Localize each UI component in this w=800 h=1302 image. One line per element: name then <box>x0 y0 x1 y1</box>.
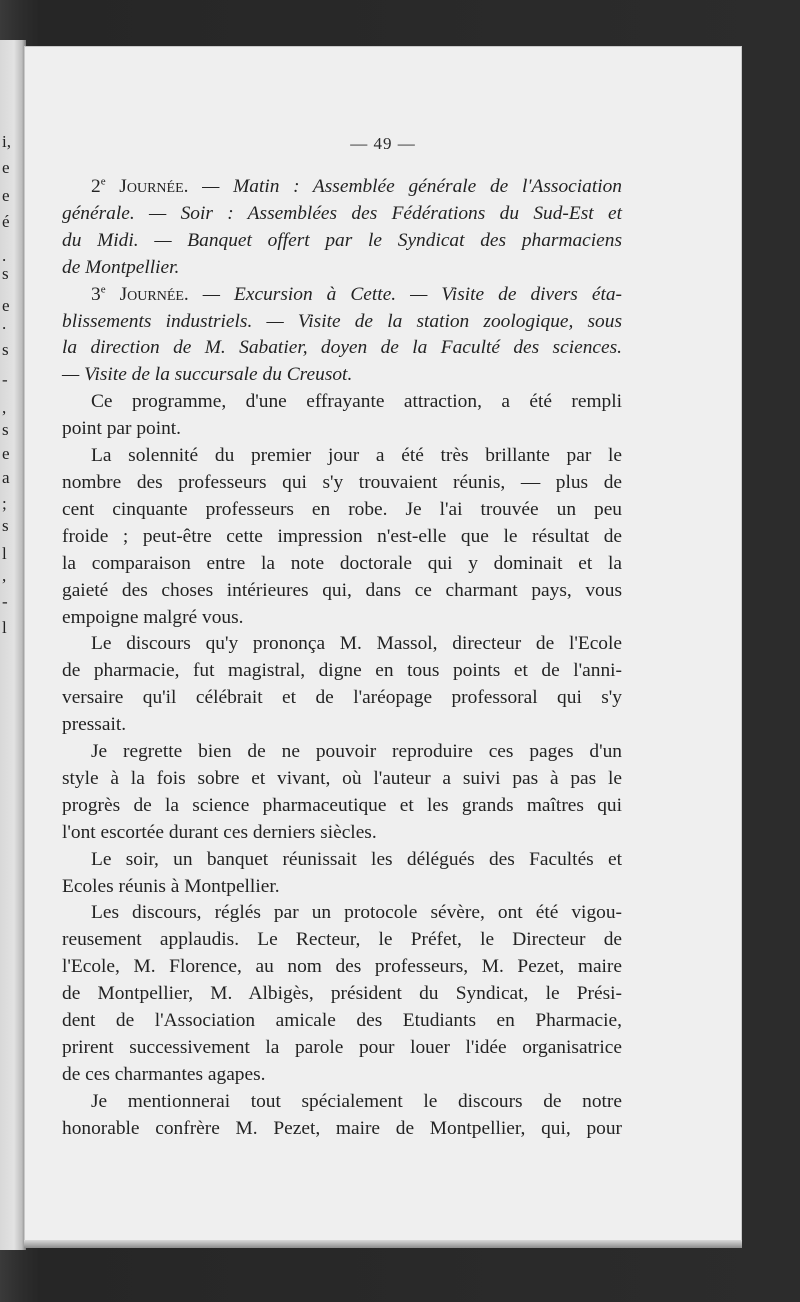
facing-page-fragment: a <box>2 468 10 487</box>
text-line: 3e Journée. — Excursion à Cette. — Visite de divers éta- <box>91 283 622 305</box>
text-line: de Montpellier. <box>62 256 180 278</box>
facing-page-fragment: l <box>2 544 7 563</box>
page-bottom-edge <box>24 1240 742 1248</box>
text-line: gaieté des choses intérieures qui, dans ce charmant pays, vous <box>62 579 622 601</box>
facing-page-fragment: s <box>2 340 9 359</box>
text-line: blissements industriels. — Visite de la station zoologique, sous <box>62 310 622 332</box>
text-line: l'ont escortée durant ces derniers siècles. <box>62 821 377 843</box>
facing-page-fragment: l <box>2 618 7 637</box>
facing-page-fragment: s <box>2 420 9 439</box>
text-line: Les discours, réglés par un protocole sévère, ont été vigou- <box>91 902 622 924</box>
text-line: progrès de la science pharmaceutique et les grands maîtres qui <box>62 794 622 816</box>
facing-page-fragment: é <box>2 212 10 231</box>
text-line: versaire qu'il célébrait et de l'aréopage professoral qui s'y <box>62 687 622 709</box>
facing-page-fragment: , <box>2 566 7 585</box>
text-line: Je mentionnerai tout spécialement le discours de notre <box>91 1090 622 1112</box>
facing-page-fragment: . <box>2 246 7 265</box>
book-page <box>24 46 742 1242</box>
text-line: dent de l'Association amicale des Etudiants en Pharmacie, <box>62 1010 622 1032</box>
text-line: l'Ecole, M. Florence, au nom des professeurs, M. Pezet, maire <box>62 956 622 978</box>
text-line: style à la fois sobre et vivant, où l'auteur a suivi pas à pas le <box>62 767 622 789</box>
facing-page-fragment: s <box>2 516 9 535</box>
text-line: Ecoles réunis à Montpellier. <box>62 875 280 897</box>
text-line: Je regrette bien de ne pouvoir reproduire ces pages d'un <box>91 741 622 763</box>
text-line: Ce programme, d'une effrayante attraction, a été rempli <box>91 391 622 413</box>
facing-page-fragment: ; <box>2 494 7 513</box>
facing-page-fragment: , <box>2 398 7 417</box>
page-number: — 49 — <box>350 134 416 153</box>
facing-page-fragment: e <box>2 186 10 205</box>
facing-page-fragment: e <box>2 296 10 315</box>
text-line: froide ; peut-être cette impression n'est-elle que le résultat de <box>62 525 622 547</box>
facing-page-fragment: i, <box>2 132 11 151</box>
facing-page-edge <box>0 40 26 1250</box>
facing-page-fragment: . <box>2 314 7 333</box>
facing-page-fragment: - <box>2 592 8 611</box>
text-line: 2e Journée. — Matin : Assemblée générale de l'Association <box>91 175 622 197</box>
facing-page-fragment: e <box>2 158 10 177</box>
text-line: Le discours qu'y prononça M. Massol, directeur de l'Ecole <box>91 633 622 655</box>
text-line: de ces charmantes agapes. <box>62 1063 266 1085</box>
text-line: cent cinquante professeurs en robe. Je l'ai trouvée un peu <box>62 498 622 520</box>
body-text <box>62 174 622 1143</box>
text-line: point par point. <box>62 418 182 440</box>
text-line: du Midi. — Banquet offert par le Syndicat des pharmaciens <box>62 229 622 251</box>
text-line: pressait. <box>62 714 127 736</box>
text-line: reusement applaudis. Le Recteur, le Préfet, le Directeur de <box>62 929 622 951</box>
text-line: La solennité du premier jour a été très brillante par le <box>91 445 622 467</box>
text-line: générale. — Soir : Assemblées des Fédérations du Sud-Est et <box>62 202 622 224</box>
text-line: de pharmacie, fut magistral, digne en tous points et de l'anni- <box>62 660 622 682</box>
text-line: la comparaison entre la note doctorale qui y dominait et la <box>62 552 622 574</box>
text-line: empoigne malgré vous. <box>62 606 244 628</box>
text-line: — Visite de la succursale du Creusot. <box>62 364 353 386</box>
facing-page-fragment: e <box>2 444 10 463</box>
facing-page-fragment: - <box>2 370 8 389</box>
text-line: nombre des professeurs qui s'y trouvaient réunis, — plus de <box>62 471 622 493</box>
text-line: prirent successivement la parole pour louer l'idée organisatrice <box>62 1037 622 1058</box>
text-line: de Montpellier, M. Albigès, président du Syndicat, le Prési- <box>62 983 622 1005</box>
text-line: honorable confrère M. Pezet, maire de Montpellier, qui, pour <box>62 1117 622 1139</box>
text-line: Le soir, un banquet réunissait les délégués des Facultés et <box>91 848 622 870</box>
text-line: la direction de M. Sabatier, doyen de la Faculté des sciences. <box>62 337 622 359</box>
facing-page-fragment: s <box>2 264 9 283</box>
